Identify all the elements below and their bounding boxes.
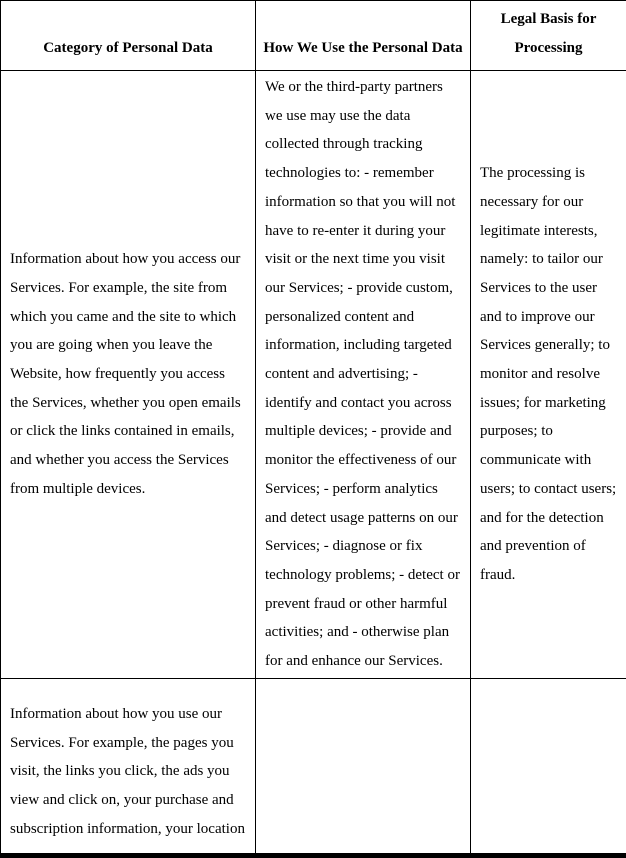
header-category-of-personal-data: Category of Personal Data <box>1 1 256 71</box>
cell-row1-category: Information about how you access our Services. For example, the site from which you came and the site to which you are going when you leave the Website, how frequently you access the Services, whether you open emails or click the links contained in emails, and whether you access the Services from multiple devices. <box>1 71 256 679</box>
header-how-we-use-the-personal-data: How We Use the Personal Data <box>256 1 471 71</box>
cell-row1-usage: We or the third-party partners we use may use the data collected through tracking technologies to: - remember information so that you will not have to re-enter it during your visit or the next time you visit our Services; - provide custom, personalized content and information, including targeted content and advertising; - identify and contact you across multiple devices; - provide and monitor the effectiveness of our Services; - perform analytics and detect usage patterns on our Services; - diagnose or fix technology problems; - detect or prevent fraud or other harmful activities; and - otherwise plan for and enhance our Services. <box>256 71 471 679</box>
cell-row1-legal-basis: The processing is necessary for our legitimate interests, namely: to tailor our Services to the user and to improve our Services generally; to monitor and resolve issues; for marketing purposes; to communicate with users; to contact users; and for the detection and prevention of fraud. <box>471 71 626 679</box>
cell-row2-legal-basis <box>471 678 626 858</box>
table-row <box>1 71 626 679</box>
page-bottom-edge <box>0 853 626 858</box>
table-row <box>1 678 626 858</box>
header-legal-basis-for-processing: Legal Basis for Processing <box>471 1 626 71</box>
cell-row2-category: Information about how you use our Services. For example, the pages you visit, the links you click, the ads you view and click on, your purchase and subscription information, your location <box>1 678 256 858</box>
cell-row2-usage <box>256 678 471 858</box>
table-header-row <box>1 1 626 71</box>
